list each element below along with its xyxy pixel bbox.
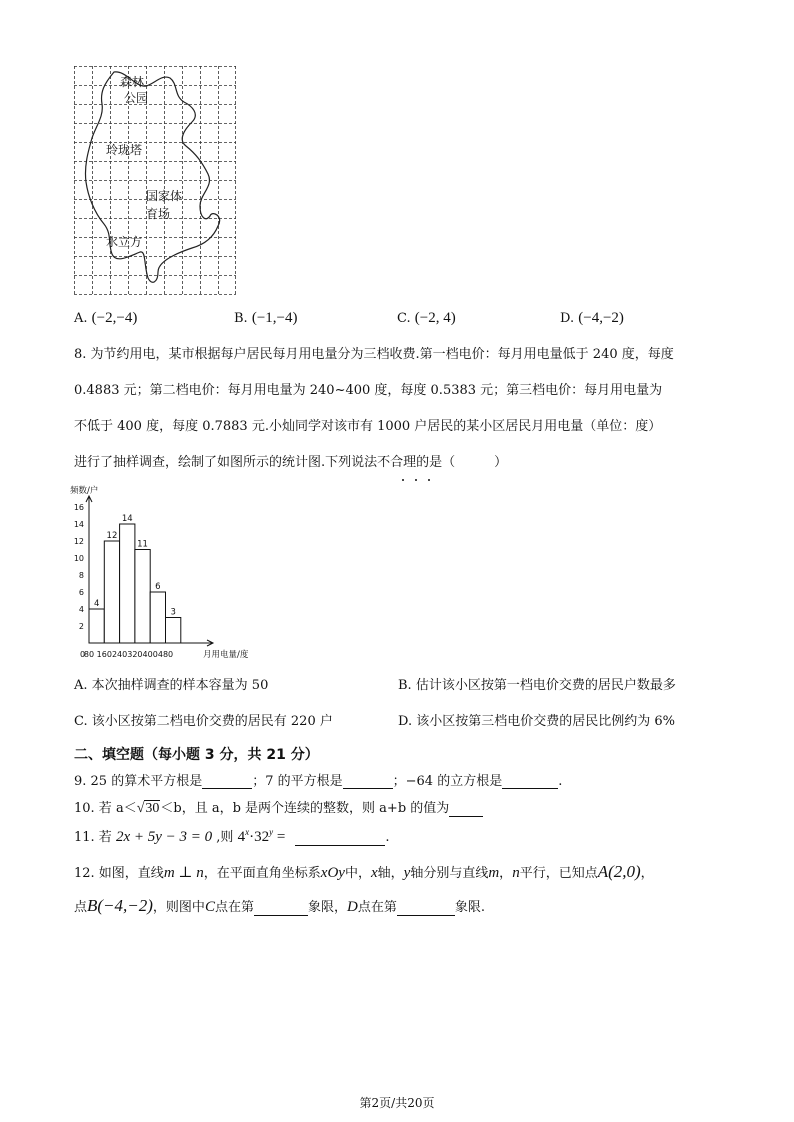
y-tick-label: 10	[73, 554, 84, 563]
x-tick-label: 160	[96, 650, 112, 659]
histogram-bar	[166, 618, 181, 644]
q12-line-2	[74, 896, 485, 916]
equals: =	[273, 829, 286, 845]
q12-text: ，则图中	[152, 900, 205, 915]
q10-part-1: 10. 若 a＜	[74, 801, 137, 816]
q9	[74, 770, 562, 789]
y-tick-label: 6	[78, 588, 84, 597]
histogram-bar	[104, 541, 119, 643]
answer-blank[interactable]	[295, 831, 385, 846]
section-heading: 二、填空题（每小题 3 分，共 21 分）	[74, 747, 319, 763]
histogram-bar	[120, 524, 135, 643]
q11-equation: 2x + 5y − 3 = 0	[115, 829, 213, 845]
x-axis-label: 月用电量/度	[203, 650, 249, 660]
q9-part-3: ；−64 的立方根是	[392, 774, 503, 789]
x-axis-var: x	[370, 865, 378, 881]
q7-option-letter: D.	[560, 311, 575, 326]
xoy: xOy	[320, 865, 345, 881]
origin-label: 0	[80, 650, 86, 659]
perp-expression: m ⊥ n	[163, 865, 204, 881]
q8-option-text: 估计该小区按第一档电价交费的居民户数最多	[415, 678, 676, 693]
bar-data-label: 11	[137, 539, 148, 550]
q11	[74, 826, 390, 846]
q8-option-letter: B.	[398, 678, 412, 693]
q7-option-value: (−4,−2)	[578, 310, 624, 326]
y-tick-label: 12	[73, 537, 84, 546]
q11-power-expression	[238, 829, 286, 845]
q7-option-d	[560, 310, 624, 327]
map-label-stadium-2: 育场	[146, 207, 171, 221]
q8-stem-line-4: 进行了抽样调查，绘制了如图所示的统计图.下列说法不合理的是（ ）	[74, 455, 508, 470]
point-a: A(2,0)	[597, 862, 641, 881]
q9-part-2: ；7 的平方根是	[252, 774, 343, 789]
q12-text: 象限，	[307, 900, 347, 915]
y-tick-label: 4	[78, 605, 84, 614]
y-axis-var: y	[403, 865, 411, 881]
q7-option-c	[397, 310, 456, 327]
base-2: 32	[254, 829, 270, 845]
q11-part-4: .	[385, 830, 390, 845]
q7-option-b	[234, 310, 298, 327]
bar-data-label: 6	[155, 582, 161, 592]
q8-option-letter: A.	[74, 678, 88, 693]
histogram-bar	[135, 550, 150, 644]
q8-stem-line-2: 0.4883 元；第二档电价：每月用电量为 240~400 度，每度 0.5383 元；第三档电价：每月用电量为	[74, 383, 663, 398]
answer-blank[interactable]	[202, 774, 252, 789]
q7-option-letter: A.	[74, 311, 88, 326]
exponent-2: y	[269, 827, 274, 837]
q12-text: 轴分别与直线	[410, 866, 489, 881]
radicand: 30	[145, 801, 160, 816]
histogram-bar	[150, 592, 165, 643]
page-footer: 第2页/共20页	[359, 1096, 435, 1110]
q11-part-1: 11. 若	[74, 830, 112, 845]
q12-text: 象限.	[454, 900, 485, 915]
point-c: C	[204, 899, 215, 915]
bar-data-label: 3	[170, 607, 176, 618]
point-d: D	[346, 899, 358, 915]
bar-data-label: 14	[121, 514, 133, 524]
q10-part-2: ＜b，且 a，b 是两个连续的整数，则 a+b 的值为	[160, 801, 450, 816]
point-b: B(−4,−2)	[87, 896, 153, 915]
exponent-1: x	[245, 827, 250, 837]
x-tick-label: 400	[142, 650, 158, 659]
q7-option-letter: C.	[397, 311, 411, 326]
q10	[74, 797, 483, 817]
q12-text: ，在平面直角坐标系	[203, 866, 321, 881]
map-label-water-cube: 水立方	[106, 235, 143, 249]
q12-line-1	[74, 862, 654, 882]
q9-part-4: .	[558, 774, 563, 789]
park-boundary	[85, 72, 219, 282]
q7-option-value: (−2, 4)	[414, 310, 456, 326]
q8-option-a	[74, 674, 268, 693]
answer-blank[interactable]	[397, 901, 455, 916]
q8-option-text: 该小区按第二档电价交费的居民有 220 户	[91, 714, 333, 729]
q12-text: ，	[499, 866, 513, 881]
dot-operator: ·	[249, 829, 255, 845]
x-tick-label: 480	[157, 650, 174, 659]
x-tick-label: 240	[111, 650, 128, 659]
map-label-forest-1: 森林	[120, 75, 145, 89]
q8-option-c	[74, 710, 333, 729]
map-label-stadium-1: 国家体	[146, 189, 183, 203]
q11-part-2: ,则	[216, 830, 234, 845]
q8-option-letter: C.	[74, 714, 88, 729]
emphasis-dots	[402, 470, 430, 485]
q8-option-letter: D.	[398, 714, 413, 729]
q12-text: 平行，已知点	[519, 866, 598, 881]
y-tick-label: 14	[73, 520, 84, 529]
q8-option-text: 本次抽样调查的样本容量为 50	[91, 678, 269, 693]
q8-option-d	[398, 710, 675, 729]
histogram-chart	[70, 484, 270, 664]
base-1: 4	[237, 829, 246, 845]
q12-text: 点在第	[357, 900, 397, 915]
q8-option-text: 该小区按第三档电价交费的居民比例约为 6%	[416, 714, 675, 729]
q12-text: 轴，	[377, 866, 404, 881]
q8-option-b	[398, 674, 676, 693]
sqrt-expression: √30	[136, 801, 160, 816]
q8-stem-line-1: 8. 为节约用电，某市根据每户居民每月用电量分为三档收费.第一档电价：每月用电量低于 240 度，每度	[74, 347, 674, 362]
q7-option-letter: B.	[234, 311, 248, 326]
y-tick-label: 2	[78, 622, 84, 631]
answer-blank[interactable]	[502, 774, 558, 789]
q12-text: ，	[640, 866, 654, 881]
map-label-forest-2: 公园	[124, 91, 149, 105]
x-tick-label: 320	[127, 650, 143, 659]
q7-option-a	[74, 310, 137, 327]
q12-text: 中，	[344, 866, 371, 881]
q9-part-1: 9. 25 的算术平方根是	[74, 774, 203, 789]
answer-blank[interactable]	[343, 774, 393, 789]
y-axis-label: 频数/户	[70, 486, 99, 496]
q12-text: 点	[74, 900, 88, 915]
map-figure	[74, 66, 238, 298]
bar-data-label: 4	[93, 599, 100, 609]
y-tick-label: 16	[73, 503, 84, 512]
line-n: n	[512, 865, 520, 881]
q12-text: 12. 如图，直线	[74, 866, 164, 881]
q8-stem-line-3: 不低于 400 度，每度 0.7883 元.小灿同学对该市有 1000 户居民的某小区居民月用电量（单位：度）	[74, 419, 662, 434]
q7-option-value: (−2,−4)	[91, 310, 138, 326]
map-grid	[74, 66, 236, 295]
q12-text: 点在第	[214, 900, 254, 915]
map-label-linglong: 玲珑塔	[106, 143, 143, 157]
x-tick-label: 80	[83, 650, 95, 659]
answer-blank[interactable]	[449, 802, 483, 817]
y-tick-label: 8	[78, 571, 84, 580]
histogram-bar	[89, 609, 104, 643]
answer-blank[interactable]	[254, 901, 308, 916]
bar-data-label: 12	[106, 531, 118, 541]
line-m: m	[488, 865, 500, 881]
q7-option-value: (−1,−4)	[251, 310, 298, 326]
